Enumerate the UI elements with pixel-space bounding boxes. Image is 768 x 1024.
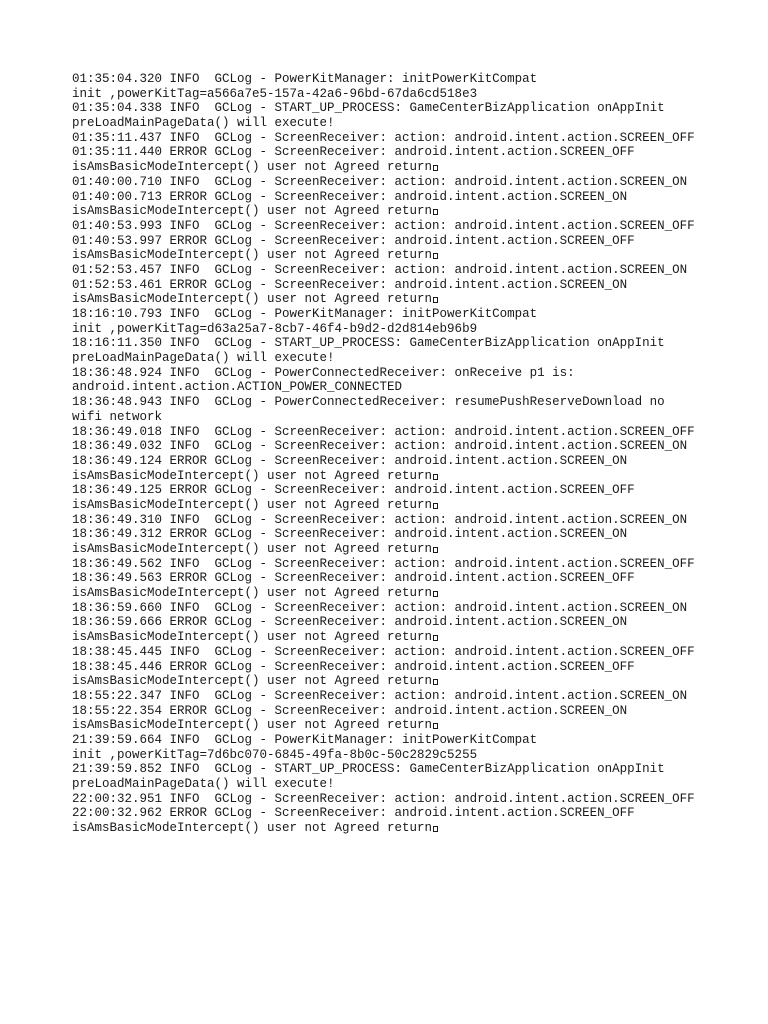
missing-glyph-icon: [433, 297, 438, 303]
log-line: 01:40:53.997 ERROR GCLog - ScreenReceiver: android.intent.action.SCREEN_OFF: [72, 233, 635, 248]
log-line: 18:38:45.445 INFO GCLog - ScreenReceiver: action: android.intent.action.SCREEN_OFF: [72, 644, 695, 659]
log-line: init ,powerKitTag=d63a25a7-8cb7-46f4-b9d2-d2d814eb96b9: [72, 321, 478, 336]
log-line: 18:55:22.354 ERROR GCLog - ScreenReceiver: android.intent.action.SCREEN_ON: [72, 703, 628, 718]
log-text: isAmsBasicModeIntercept() user not Agreed return: [72, 497, 433, 512]
log-line: 21:39:59.664 INFO GCLog - PowerKitManager: initPowerKitCompat: [72, 732, 538, 747]
missing-glyph-icon: [433, 679, 438, 685]
log-line: 22:00:32.951 INFO GCLog - ScreenReceiver: action: android.intent.action.SCREEN_OFF: [72, 791, 695, 806]
log-line: 18:36:49.124 ERROR GCLog - ScreenReceiver: android.intent.action.SCREEN_ON: [72, 453, 628, 468]
log-line-with-box: [72, 674, 712, 689]
log-line: 18:36:49.032 INFO GCLog - ScreenReceiver: action: android.intent.action.SCREEN_ON: [72, 439, 688, 454]
log-line: 18:36:49.125 ERROR GCLog - ScreenReceiver: android.intent.action.SCREEN_OFF: [72, 483, 635, 498]
log-text: isAmsBasicModeIntercept() user not Agreed return: [72, 248, 433, 263]
missing-glyph-icon: [433, 165, 438, 171]
log-text: isAmsBasicModeIntercept() user not Agreed return: [72, 674, 433, 689]
log-line: android.intent.action.ACTION_POWER_CONNECTED: [72, 380, 403, 395]
log-line: 18:36:48.943 INFO GCLog - PowerConnectedReceiver: resumePushReserveDownload no: [72, 395, 665, 410]
log-line: 01:35:04.320 INFO GCLog - PowerKitManager: initPowerKitCompat: [72, 72, 538, 86]
log-line: wifi network: [72, 409, 163, 424]
log-line: 01:52:53.461 ERROR GCLog - ScreenReceiver: android.intent.action.SCREEN_ON: [72, 277, 628, 292]
log-line: preLoadMainPageData() will execute!: [72, 116, 335, 131]
log-line: 01:35:11.440 ERROR GCLog - ScreenReceiver: android.intent.action.SCREEN_OFF: [72, 145, 635, 160]
log-line: 18:55:22.347 INFO GCLog - ScreenReceiver: action: android.intent.action.SCREEN_ON: [72, 688, 688, 703]
log-line-with-box: [72, 718, 712, 733]
log-line: 18:38:45.446 ERROR GCLog - ScreenReceiver: android.intent.action.SCREEN_OFF: [72, 659, 635, 674]
log-line: 18:16:10.793 INFO GCLog - PowerKitManager: initPowerKitCompat: [72, 307, 538, 321]
log-text: isAmsBasicModeIntercept() user not Agreed return: [72, 821, 433, 836]
log-line-with-box: [72, 821, 712, 836]
missing-glyph-icon: [433, 591, 438, 597]
log-line-with-box: [72, 542, 712, 557]
log-line: init ,powerKitTag=7d6bc070-6845-49fa-8b0c-50c2829c5255: [72, 747, 478, 762]
log-line: 18:36:59.666 ERROR GCLog - ScreenReceiver: android.intent.action.SCREEN_ON: [72, 615, 628, 630]
log-line-with-box: [72, 204, 712, 219]
log-line: preLoadMainPageData() will execute!: [72, 777, 335, 791]
log-line-with-box: [72, 630, 712, 645]
log-line: 01:40:00.713 ERROR GCLog - ScreenReceiver: android.intent.action.SCREEN_ON: [72, 189, 628, 204]
log-line: 18:36:49.562 INFO GCLog - ScreenReceiver: action: android.intent.action.SCREEN_OFF: [72, 556, 695, 571]
log-line: 18:36:48.924 INFO GCLog - PowerConnectedReceiver: onReceive p1 is:: [72, 365, 575, 380]
log-line: 18:36:49.310 INFO GCLog - ScreenReceiver: action: android.intent.action.SCREEN_ON: [72, 512, 688, 527]
log-text: isAmsBasicModeIntercept() user not Agreed return: [72, 292, 433, 307]
missing-glyph-icon: [433, 635, 438, 641]
log-line: 01:40:53.993 INFO GCLog - ScreenReceiver: action: android.intent.action.SCREEN_OFF: [72, 218, 695, 233]
log-line-with-box: [72, 469, 712, 484]
log-line: 01:52:53.457 INFO GCLog - ScreenReceiver: action: android.intent.action.SCREEN_ON: [72, 262, 688, 277]
log-text: isAmsBasicModeIntercept() user not Agreed return: [72, 718, 433, 733]
missing-glyph-icon: [433, 826, 438, 832]
log-line: 18:36:49.018 INFO GCLog - ScreenReceiver: action: android.intent.action.SCREEN_OFF: [72, 424, 695, 439]
log-line-with-box: [72, 498, 712, 513]
missing-glyph-icon: [433, 723, 438, 729]
missing-glyph-icon: [433, 209, 438, 215]
log-line: 18:36:49.312 ERROR GCLog - ScreenReceiver: android.intent.action.SCREEN_ON: [72, 527, 628, 542]
log-line-with-box: [72, 586, 712, 601]
missing-glyph-icon: [433, 547, 438, 553]
missing-glyph-icon: [433, 253, 438, 259]
log-line-with-box: [72, 292, 712, 307]
log-text: isAmsBasicModeIntercept() user not Agreed return: [72, 160, 433, 175]
log-text: isAmsBasicModeIntercept() user not Agreed return: [72, 204, 433, 219]
log-line: 01:35:04.338 INFO GCLog - START_UP_PROCESS: GameCenterBizApplication onAppInit: [72, 101, 665, 116]
log-line-with-box: [72, 160, 712, 175]
log-line: 18:36:49.563 ERROR GCLog - ScreenReceiver: android.intent.action.SCREEN_OFF: [72, 571, 635, 586]
log-line-with-box: [72, 248, 712, 263]
log-line: 18:36:59.660 INFO GCLog - ScreenReceiver: action: android.intent.action.SCREEN_ON: [72, 600, 688, 615]
missing-glyph-icon: [433, 474, 438, 480]
log-text: isAmsBasicModeIntercept() user not Agreed return: [72, 468, 433, 483]
log-document: [72, 72, 712, 836]
log-line: 21:39:59.852 INFO GCLog - START_UP_PROCESS: GameCenterBizApplication onAppInit: [72, 762, 665, 777]
log-line: preLoadMainPageData() will execute!: [72, 351, 335, 366]
log-line: 22:00:32.962 ERROR GCLog - ScreenReceiver: android.intent.action.SCREEN_OFF: [72, 806, 635, 821]
log-line: 18:16:11.350 INFO GCLog - START_UP_PROCESS: GameCenterBizApplication onAppInit: [72, 336, 665, 351]
log-line: 01:35:11.437 INFO GCLog - ScreenReceiver: action: android.intent.action.SCREEN_OFF: [72, 130, 695, 145]
missing-glyph-icon: [433, 503, 438, 509]
log-text: isAmsBasicModeIntercept() user not Agreed return: [72, 542, 433, 556]
log-line: init ,powerKitTag=a566a7e5-157a-42a6-96bd-67da6cd518e3: [72, 86, 478, 101]
log-text: isAmsBasicModeIntercept() user not Agreed return: [72, 630, 433, 645]
log-line: 01:40:00.710 INFO GCLog - ScreenReceiver: action: android.intent.action.SCREEN_ON: [72, 174, 688, 189]
log-text: isAmsBasicModeIntercept() user not Agreed return: [72, 586, 433, 601]
